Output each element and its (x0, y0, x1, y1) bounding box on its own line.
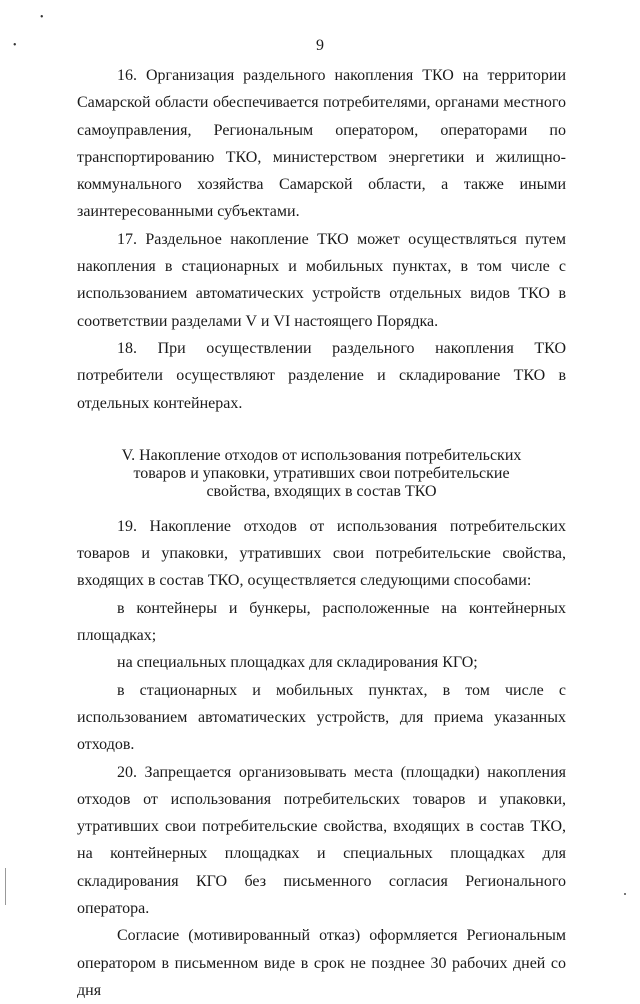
list-item: в стационарных и мобильных пунктах, в том числе с использованием автоматических устройств, для приема указанных отходов. (77, 681, 566, 754)
paragraph-19: 19. Накопление отходов от использования потребительских товаров и упаковки, утративших свои потребительские свойства, входящих в состав ТКО, осуществляется следующими способами: (77, 517, 566, 590)
section-heading (77, 447, 566, 501)
scan-mark: • (40, 12, 44, 23)
list-item: в контейнеры и бункеры, расположенные на контейнерных площадках; (77, 599, 566, 645)
scan-edge-line (5, 868, 6, 905)
paragraph-16: 16. Организация раздельного накопления ТКО на территории Самарской области обеспечивается потребителями, органами местного самоуправления, Региональным оператором, операторами по транспортированию ТКО, министерством энергетики и жилищно-коммунального хозяйства Самарской области, а также иными заинтересованными субъектами. (77, 67, 566, 221)
list-item: на специальных площадках для складирования КГО; (117, 654, 478, 672)
paragraph-17: 17. Раздельное накопление ТКО может осуществляться путем накопления в стационарных и мобильных пунктах, в том числе с использованием автоматических устройств отдельных видов ТКО в соответствии разделами V и VI настоящего Порядка. (77, 230, 566, 330)
paragraph-consent: Согласие (мотивированный отказ) оформляется Региональным оператором в письменном виде в срок не позднее 30 рабочих дней со дня (77, 927, 566, 999)
scan-mark (624, 893, 626, 895)
page-number: 9 (316, 37, 324, 54)
paragraph-20: 20. Запрещается организовывать места (площадки) накопления отходов от использования потребительских товаров и упаковки, утративших свои потребительские свойства, входящих в состав ТКО, на контейнерных площадках и специальных площадках для складирования КГО без письменного согласия Регионального оператора. (77, 763, 566, 918)
paragraph-18: 18. При осуществлении раздельного накопления ТКО потребители осуществляют разделение и складирование ТКО в отдельных контейнерах. (77, 339, 566, 412)
section-heading-line: свойства, входящих в состав ТКО (206, 482, 437, 500)
document-body (77, 62, 566, 1004)
scan-mark: • (13, 40, 17, 51)
section-heading-line: товаров и упаковки, утративших свои потребительские (133, 464, 510, 482)
section-heading-line: V. Накопление отходов от использования потребительских (121, 446, 522, 464)
